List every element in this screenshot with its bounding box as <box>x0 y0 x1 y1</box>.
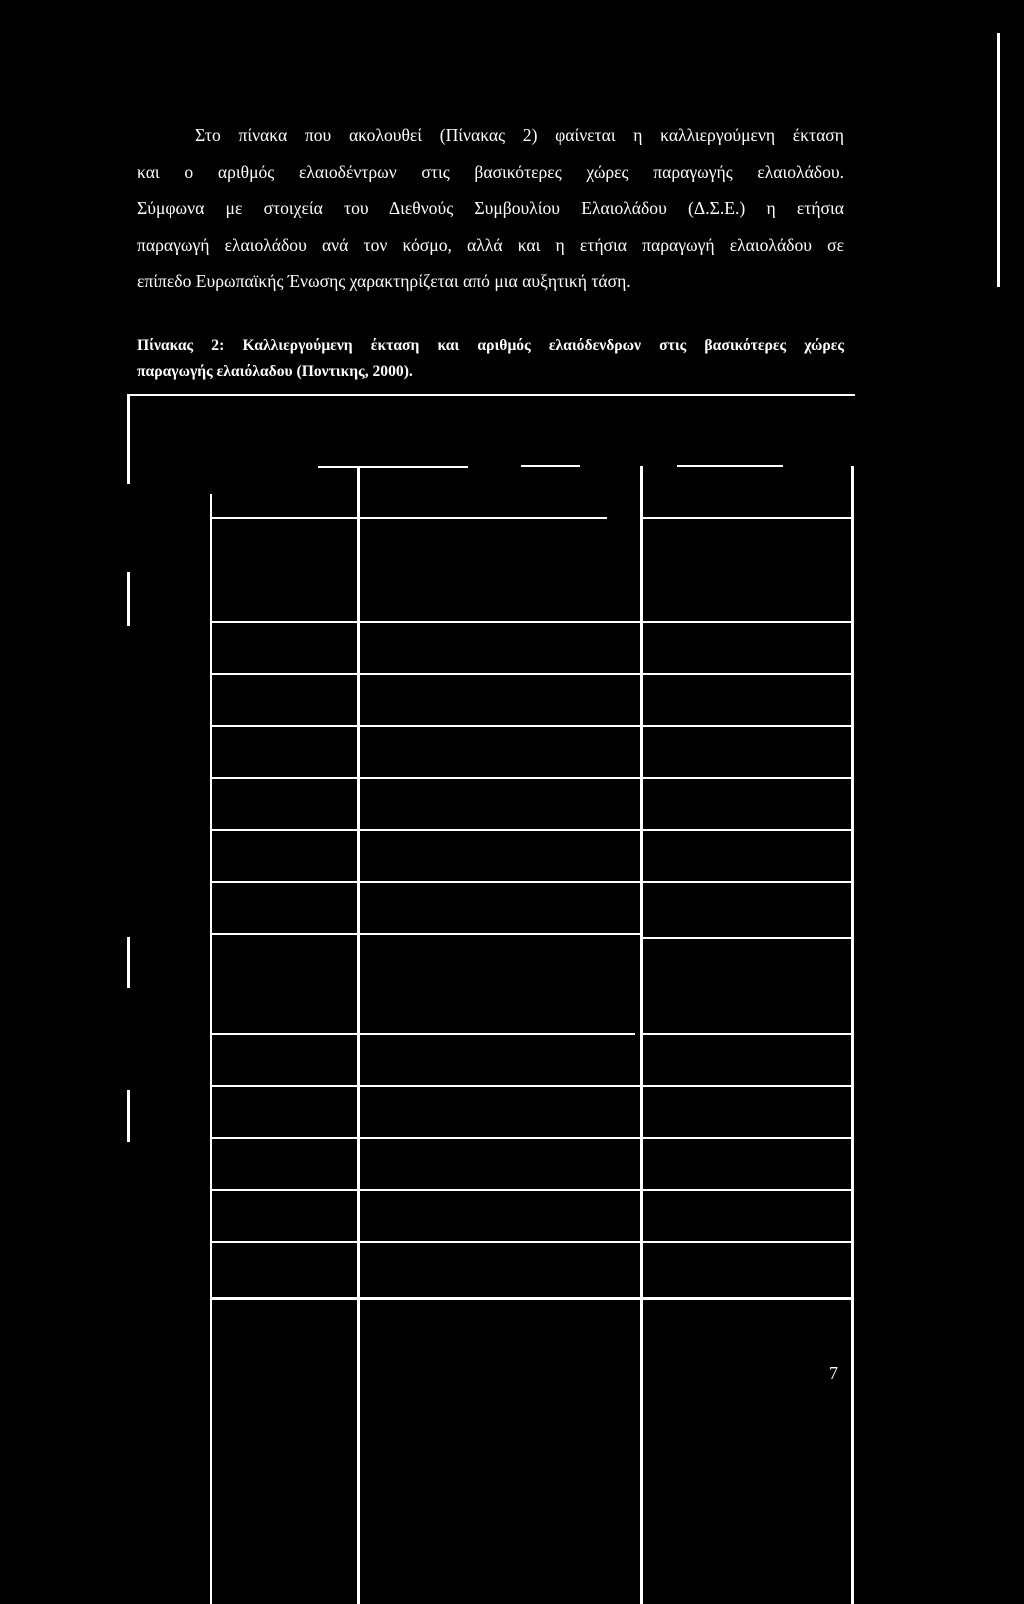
row-rule <box>640 1033 854 1035</box>
table-left-border <box>127 396 130 484</box>
row-rule <box>210 517 607 519</box>
header-rule <box>318 466 468 468</box>
paragraph-line: και ο αριθμός ελαιοδέντρων στις βασικότερες χώρες παραγωγής ελαιολάδου. <box>137 161 844 182</box>
table-left-border <box>127 572 130 626</box>
table-left-border <box>127 937 130 988</box>
row-rule <box>210 1033 635 1035</box>
table-left-border <box>127 1090 130 1142</box>
row-rule <box>210 673 854 675</box>
row-rule <box>210 1137 854 1139</box>
row-rule <box>210 777 854 779</box>
scan-margin-line <box>997 33 1000 287</box>
body-paragraph <box>137 117 844 300</box>
column-divider <box>357 468 360 1604</box>
header-rule <box>677 465 783 467</box>
row-rule <box>210 829 854 831</box>
row-rule <box>210 621 854 623</box>
caption-line: Πίνακας 2: Καλλιεργούμενη έκταση και αριθμός ελαιόδενδρων στις βασικότερες χώρες <box>137 337 844 354</box>
row-rule <box>210 1241 854 1243</box>
row-rule <box>210 881 854 883</box>
caption-line: παραγωγής ελαιόλαδου (Ποντικης, 2000). <box>137 363 413 380</box>
row-rule <box>210 1189 854 1191</box>
paragraph-line: Σύμφωνα με στοιχεία του Διεθνούς Συμβουλίου Ελαιολάδου (Δ.Σ.Ε.) η ετήσια <box>137 198 844 219</box>
row-rule <box>210 1085 854 1087</box>
column-divider <box>851 466 854 1604</box>
paragraph-line: επίπεδο Ευρωπαϊκής Ένωσης χαρακτηρίζεται από μια αυξητική τάση. <box>137 271 631 292</box>
row-rule <box>640 937 854 939</box>
row-rule <box>210 725 854 727</box>
paragraph-line: Στο πίνακα που ακολουθεί (Πίνακας 2) φαίνεται η καλλιεργούμενη έκταση <box>195 125 844 145</box>
column-divider <box>210 494 212 1604</box>
header-rule <box>521 465 580 467</box>
column-divider <box>640 466 643 1604</box>
table-caption <box>137 333 844 385</box>
row-rule <box>640 517 854 519</box>
table-top-rule <box>127 394 855 396</box>
page-number: 7 <box>829 1363 838 1383</box>
table-bottom-rule <box>210 1297 854 1300</box>
paragraph-line: παραγωγή ελαιολάδου ανά τον κόσμο, αλλά και η ετήσια παραγωγή ελαιολάδου σε <box>137 234 844 255</box>
row-rule <box>210 933 640 935</box>
